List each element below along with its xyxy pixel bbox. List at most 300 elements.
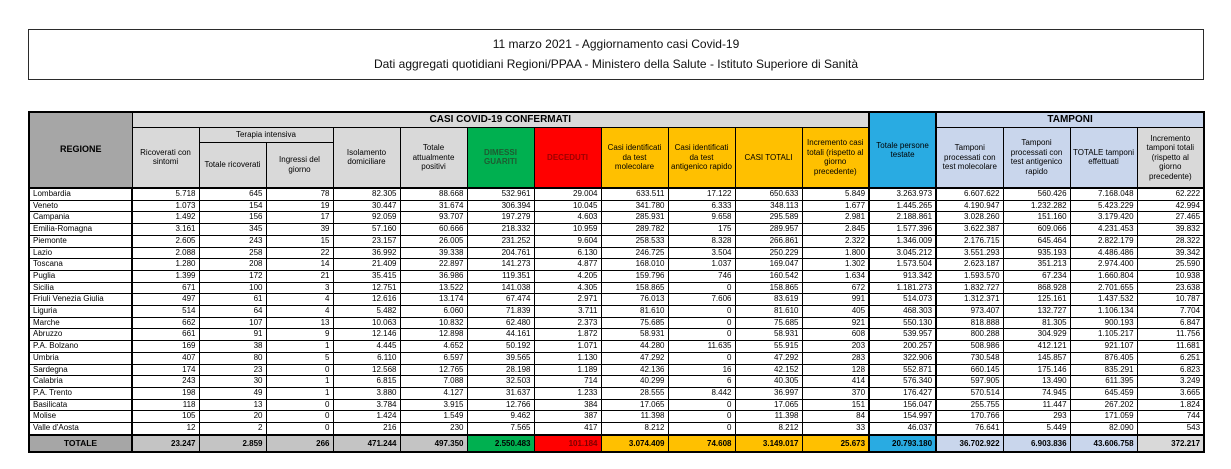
value-cell: 204.761	[467, 247, 534, 259]
value-cell: 44.161	[467, 329, 534, 341]
value-cell: 11.635	[668, 341, 735, 353]
value-cell: 71.839	[467, 306, 534, 318]
value-cell: 1.492	[132, 212, 199, 224]
value-cell: 16	[668, 364, 735, 376]
value-cell: 543	[1137, 423, 1204, 435]
value-cell: 74.945	[1003, 387, 1070, 399]
group-header-terapia-intensiva: Terapia intensiva	[199, 127, 333, 142]
value-cell: 8.328	[668, 235, 735, 247]
value-cell: 28.555	[601, 387, 668, 399]
value-cell: 154	[199, 200, 266, 212]
col-header-deceduti: DECEDUTI	[534, 127, 601, 188]
value-cell: 23	[199, 364, 266, 376]
value-cell: 11.398	[735, 411, 802, 423]
value-cell: 1	[266, 387, 333, 399]
total-cell: 36.702.922	[936, 435, 1003, 452]
value-cell: 36.992	[333, 247, 400, 259]
value-cell: 913.342	[869, 270, 936, 282]
col-header-tamponi-molecolare: Tamponi processati con test molecolare	[936, 127, 1003, 188]
col-header-incremento-tamponi: Incremento tamponi totali (rispetto al giorno precedente)	[1137, 127, 1204, 188]
value-cell: 289.782	[601, 224, 668, 236]
value-cell: 32.503	[467, 376, 534, 388]
value-cell: 243	[132, 376, 199, 388]
value-cell: 876.405	[1070, 352, 1137, 364]
value-cell: 39	[266, 224, 333, 236]
value-cell: 38	[199, 341, 266, 353]
value-cell: 6.060	[400, 306, 467, 318]
value-cell: 12.766	[467, 399, 534, 411]
value-cell: 198	[132, 387, 199, 399]
col-header-casi-test-antigenico: Casi identificati da test antigenico rapido	[668, 127, 735, 188]
table-row	[29, 235, 1204, 247]
value-cell: 10.063	[333, 317, 400, 329]
region-name: Molise	[29, 411, 132, 423]
value-cell: 2.623.187	[936, 259, 1003, 271]
value-cell: 304.929	[1003, 329, 1070, 341]
value-cell: 1.445.265	[869, 200, 936, 212]
value-cell: 12	[132, 423, 199, 435]
col-header-totale-ricoverati: Totale ricoverati	[199, 142, 266, 188]
table-row	[29, 317, 1204, 329]
value-cell: 267.202	[1070, 399, 1137, 411]
value-cell: 1.071	[534, 341, 601, 353]
value-cell: 132.727	[1003, 306, 1070, 318]
value-cell: 9.658	[668, 212, 735, 224]
value-cell: 0	[668, 423, 735, 435]
value-cell: 514	[132, 306, 199, 318]
value-cell: 36.997	[735, 387, 802, 399]
value-cell: 6.607.622	[936, 188, 1003, 200]
value-cell: 1.824	[1137, 399, 1204, 411]
value-cell: 3.263.973	[869, 188, 936, 200]
value-cell: 597.905	[936, 376, 1003, 388]
value-cell: 200.257	[869, 341, 936, 353]
value-cell: 168.010	[601, 259, 668, 271]
value-cell: 468.303	[869, 306, 936, 318]
value-cell: 25.590	[1137, 259, 1204, 271]
value-cell: 46.037	[869, 423, 936, 435]
value-cell: 11.447	[1003, 399, 1070, 411]
total-cell: 101.184	[534, 435, 601, 452]
value-cell: 30.447	[333, 200, 400, 212]
value-cell: 2.701.655	[1070, 282, 1137, 294]
region-name: Umbria	[29, 352, 132, 364]
value-cell: 818.888	[936, 317, 1003, 329]
table-row	[29, 341, 1204, 353]
value-cell: 40.299	[601, 376, 668, 388]
value-cell: 100	[199, 282, 266, 294]
value-cell: 170.766	[936, 411, 1003, 423]
col-header-casi-test-molecolare: Casi identificati da test molecolare	[601, 127, 668, 188]
value-cell: 3.622.387	[936, 224, 1003, 236]
value-cell: 26.005	[400, 235, 467, 247]
value-cell: 159.796	[601, 270, 668, 282]
table-row	[29, 329, 1204, 341]
value-cell: 13	[199, 399, 266, 411]
value-cell: 800.288	[936, 329, 1003, 341]
value-cell: 900.193	[1070, 317, 1137, 329]
value-cell: 107	[199, 317, 266, 329]
value-cell: 7.606	[668, 294, 735, 306]
value-cell: 12.751	[333, 282, 400, 294]
total-cell: 266	[266, 435, 333, 452]
value-cell: 6.847	[1137, 317, 1204, 329]
value-cell: 42.136	[601, 364, 668, 376]
value-cell: 6.130	[534, 247, 601, 259]
value-cell: 15	[266, 235, 333, 247]
region-name: Calabria	[29, 376, 132, 388]
value-cell: 128	[802, 364, 869, 376]
value-cell: 6.110	[333, 352, 400, 364]
region-name: P.A. Bolzano	[29, 341, 132, 353]
value-cell: 645	[199, 188, 266, 200]
region-name: Friuli Venezia Giulia	[29, 294, 132, 306]
value-cell: 1.189	[534, 364, 601, 376]
value-cell: 266.861	[735, 235, 802, 247]
value-cell: 1.437.532	[1070, 294, 1137, 306]
value-cell: 255.755	[936, 399, 1003, 411]
value-cell: 10.045	[534, 200, 601, 212]
value-cell: 4.486.486	[1070, 247, 1137, 259]
value-cell: 141.038	[467, 282, 534, 294]
table-body	[29, 188, 1204, 452]
table-row	[29, 212, 1204, 224]
value-cell: 1.577.396	[869, 224, 936, 236]
table-row	[29, 247, 1204, 259]
value-cell: 258	[199, 247, 266, 259]
value-cell: 283	[802, 352, 869, 364]
value-cell: 1.549	[400, 411, 467, 423]
value-cell: 60.666	[400, 224, 467, 236]
value-cell: 2.971	[534, 294, 601, 306]
value-cell: 570.514	[936, 387, 1003, 399]
table-row	[29, 294, 1204, 306]
region-name: Piemonte	[29, 235, 132, 247]
value-cell: 576.340	[869, 376, 936, 388]
value-cell: 3.504	[668, 247, 735, 259]
value-cell: 1	[266, 376, 333, 388]
value-cell: 1.233	[534, 387, 601, 399]
total-cell: 20.793.180	[869, 435, 936, 452]
value-cell: 2.088	[132, 247, 199, 259]
value-cell: 0	[266, 423, 333, 435]
value-cell: 0	[266, 364, 333, 376]
value-cell: 160.542	[735, 270, 802, 282]
total-cell: 23.247	[132, 435, 199, 452]
col-header-tamponi-antigenico: Tamponi processati con test antigenico rapido	[1003, 127, 1070, 188]
value-cell: 1.424	[333, 411, 400, 423]
value-cell: 22	[266, 247, 333, 259]
value-cell: 175	[668, 224, 735, 236]
region-name: Lombardia	[29, 188, 132, 200]
value-cell: 75.685	[601, 317, 668, 329]
value-cell: 5.482	[333, 306, 400, 318]
value-cell: 5.423.229	[1070, 200, 1137, 212]
value-cell: 81.305	[1003, 317, 1070, 329]
value-cell: 289.957	[735, 224, 802, 236]
value-cell: 2.822.179	[1070, 235, 1137, 247]
value-cell: 671	[132, 282, 199, 294]
value-cell: 93.707	[400, 212, 467, 224]
value-cell: 1.105.217	[1070, 329, 1137, 341]
total-row	[29, 435, 1204, 452]
table-row	[29, 411, 1204, 423]
value-cell: 17.122	[668, 188, 735, 200]
value-cell: 156.047	[869, 399, 936, 411]
value-cell: 6.823	[1137, 364, 1204, 376]
value-cell: 417	[534, 423, 601, 435]
value-cell: 118	[132, 399, 199, 411]
value-cell: 14	[266, 259, 333, 271]
value-cell: 560.426	[1003, 188, 1070, 200]
value-cell: 105	[132, 411, 199, 423]
value-cell: 33	[802, 423, 869, 435]
value-cell: 4.127	[400, 387, 467, 399]
report-title: 11 marzo 2021 - Aggiornamento casi Covid-19	[492, 36, 740, 51]
value-cell: 1.181.273	[869, 282, 936, 294]
section-header-tamponi: TAMPONI	[936, 112, 1204, 127]
value-cell: 36.986	[400, 270, 467, 282]
table-row	[29, 200, 1204, 212]
value-cell: 176.427	[869, 387, 936, 399]
total-cell: 43.606.758	[1070, 435, 1137, 452]
value-cell: 3.665	[1137, 387, 1204, 399]
value-cell: 67.474	[467, 294, 534, 306]
value-cell: 611.395	[1070, 376, 1137, 388]
col-header-dimessi-guariti: DIMESSI GUARITI	[467, 127, 534, 188]
value-cell: 62.222	[1137, 188, 1204, 200]
value-cell: 3.784	[333, 399, 400, 411]
value-cell: 1.399	[132, 270, 199, 282]
value-cell: 2.974.400	[1070, 259, 1137, 271]
value-cell: 4.205	[534, 270, 601, 282]
value-cell: 2	[199, 423, 266, 435]
region-name: Sicilia	[29, 282, 132, 294]
region-name: P.A. Trento	[29, 387, 132, 399]
value-cell: 5.849	[802, 188, 869, 200]
total-cell: 497.350	[400, 435, 467, 452]
value-cell: 11.681	[1137, 341, 1204, 353]
value-cell: 4.603	[534, 212, 601, 224]
value-cell: 39.832	[1137, 224, 1204, 236]
value-cell: 76.641	[936, 423, 1003, 435]
value-cell: 412.121	[1003, 341, 1070, 353]
value-cell: 1.073	[132, 200, 199, 212]
value-cell: 243	[199, 235, 266, 247]
value-cell: 645.464	[1003, 235, 1070, 247]
value-cell: 12.568	[333, 364, 400, 376]
value-cell: 230	[400, 423, 467, 435]
value-cell: 1.280	[132, 259, 199, 271]
value-cell: 67.234	[1003, 270, 1070, 282]
table-row	[29, 423, 1204, 435]
value-cell: 6.251	[1137, 352, 1204, 364]
value-cell: 0	[668, 352, 735, 364]
value-cell: 35.415	[333, 270, 400, 282]
value-cell: 1.593.570	[936, 270, 1003, 282]
value-cell: 1.634	[802, 270, 869, 282]
value-cell: 991	[802, 294, 869, 306]
value-cell: 6.597	[400, 352, 467, 364]
value-cell: 4.877	[534, 259, 601, 271]
value-cell: 497	[132, 294, 199, 306]
value-cell: 9	[266, 329, 333, 341]
value-cell: 7.565	[467, 423, 534, 435]
value-cell: 4.231.453	[1070, 224, 1137, 236]
value-cell: 17	[266, 212, 333, 224]
value-cell: 3.028.260	[936, 212, 1003, 224]
value-cell: 3	[266, 282, 333, 294]
value-cell: 1.677	[802, 200, 869, 212]
value-cell: 203	[802, 341, 869, 353]
value-cell: 39.338	[400, 247, 467, 259]
value-cell: 633.511	[601, 188, 668, 200]
value-cell: 8.212	[601, 423, 668, 435]
covid-data-table	[28, 111, 1205, 453]
value-cell: 39.342	[1137, 247, 1204, 259]
value-cell: 172	[199, 270, 266, 282]
value-cell: 9.462	[467, 411, 534, 423]
value-cell: 22.897	[400, 259, 467, 271]
value-cell: 10.938	[1137, 270, 1204, 282]
region-name: Abruzzo	[29, 329, 132, 341]
total-cell: 3.149.017	[735, 435, 802, 452]
value-cell: 58.931	[601, 329, 668, 341]
value-cell: 171.059	[1070, 411, 1137, 423]
value-cell: 151.160	[1003, 212, 1070, 224]
value-cell: 348.113	[735, 200, 802, 212]
value-cell: 84	[802, 411, 869, 423]
value-cell: 370	[802, 387, 869, 399]
value-cell: 2.188.861	[869, 212, 936, 224]
value-cell: 141.273	[467, 259, 534, 271]
value-cell: 2.176.715	[936, 235, 1003, 247]
region-name: Veneto	[29, 200, 132, 212]
value-cell: 650.633	[735, 188, 802, 200]
value-cell: 76.013	[601, 294, 668, 306]
total-cell: 2.550.483	[467, 435, 534, 452]
value-cell: 158.865	[735, 282, 802, 294]
value-cell: 514.073	[869, 294, 936, 306]
value-cell: 7.704	[1137, 306, 1204, 318]
value-cell: 3.551.293	[936, 247, 1003, 259]
value-cell: 75.685	[735, 317, 802, 329]
value-cell: 218.332	[467, 224, 534, 236]
value-cell: 1.130	[534, 352, 601, 364]
total-cell: 3.074.409	[601, 435, 668, 452]
value-cell: 20	[199, 411, 266, 423]
value-cell: 13.174	[400, 294, 467, 306]
section-header-casi-confermati: CASI COVID-19 CONFERMATI	[132, 112, 869, 127]
value-cell: 57.160	[333, 224, 400, 236]
value-cell: 345	[199, 224, 266, 236]
value-cell: 208	[199, 259, 266, 271]
value-cell: 21	[266, 270, 333, 282]
table-row	[29, 352, 1204, 364]
value-cell: 550.130	[869, 317, 936, 329]
table-row	[29, 387, 1204, 399]
report-header	[28, 29, 1204, 80]
col-header-totale-persone-testate: Totale persone testate	[869, 112, 936, 188]
total-cell: 2.859	[199, 435, 266, 452]
value-cell: 1.832.727	[936, 282, 1003, 294]
value-cell: 10.787	[1137, 294, 1204, 306]
value-cell: 91	[199, 329, 266, 341]
value-cell: 1.232.282	[1003, 200, 1070, 212]
value-cell: 42.152	[735, 364, 802, 376]
value-cell: 44.280	[601, 341, 668, 353]
value-cell: 231.252	[467, 235, 534, 247]
value-cell: 13	[266, 317, 333, 329]
region-name: Marche	[29, 317, 132, 329]
total-cell: 372.217	[1137, 435, 1204, 452]
value-cell: 1.573.504	[869, 259, 936, 271]
value-cell: 285.931	[601, 212, 668, 224]
value-cell: 197.279	[467, 212, 534, 224]
value-cell: 31.674	[400, 200, 467, 212]
region-name: Valle d'Aosta	[29, 423, 132, 435]
value-cell: 4.190.947	[936, 200, 1003, 212]
value-cell: 42.994	[1137, 200, 1204, 212]
table-row	[29, 224, 1204, 236]
value-cell: 55.915	[735, 341, 802, 353]
region-name: Lazio	[29, 247, 132, 259]
region-name: Toscana	[29, 259, 132, 271]
value-cell: 351.213	[1003, 259, 1070, 271]
value-cell: 40.305	[735, 376, 802, 388]
table-row	[29, 376, 1204, 388]
value-cell: 30	[199, 376, 266, 388]
value-cell: 58.931	[735, 329, 802, 341]
value-cell: 23.157	[333, 235, 400, 247]
value-cell: 645.459	[1070, 387, 1137, 399]
table-header	[29, 112, 1204, 188]
table-row	[29, 282, 1204, 294]
value-cell: 17.065	[735, 399, 802, 411]
value-cell: 78	[266, 188, 333, 200]
value-cell: 1.872	[534, 329, 601, 341]
value-cell: 83.619	[735, 294, 802, 306]
value-cell: 250.229	[735, 247, 802, 259]
value-cell: 80	[199, 352, 266, 364]
value-cell: 3.711	[534, 306, 601, 318]
value-cell: 5.718	[132, 188, 199, 200]
value-cell: 47.292	[601, 352, 668, 364]
total-cell: 6.903.836	[1003, 435, 1070, 452]
value-cell: 27.465	[1137, 212, 1204, 224]
value-cell: 92.059	[333, 212, 400, 224]
value-cell: 0	[668, 411, 735, 423]
value-cell: 47.292	[735, 352, 802, 364]
value-cell: 1.037	[668, 259, 735, 271]
value-cell: 661	[132, 329, 199, 341]
value-cell: 0	[668, 306, 735, 318]
value-cell: 17.065	[601, 399, 668, 411]
value-cell: 19	[266, 200, 333, 212]
value-cell: 145.857	[1003, 352, 1070, 364]
region-name: Liguria	[29, 306, 132, 318]
value-cell: 7.088	[400, 376, 467, 388]
value-cell: 175.146	[1003, 364, 1070, 376]
value-cell: 3.045.212	[869, 247, 936, 259]
value-cell: 2.981	[802, 212, 869, 224]
value-cell: 921.107	[1070, 341, 1137, 353]
value-cell: 169.047	[735, 259, 802, 271]
value-cell: 387	[534, 411, 601, 423]
table-row	[29, 306, 1204, 318]
value-cell: 0	[266, 399, 333, 411]
table-row	[29, 270, 1204, 282]
